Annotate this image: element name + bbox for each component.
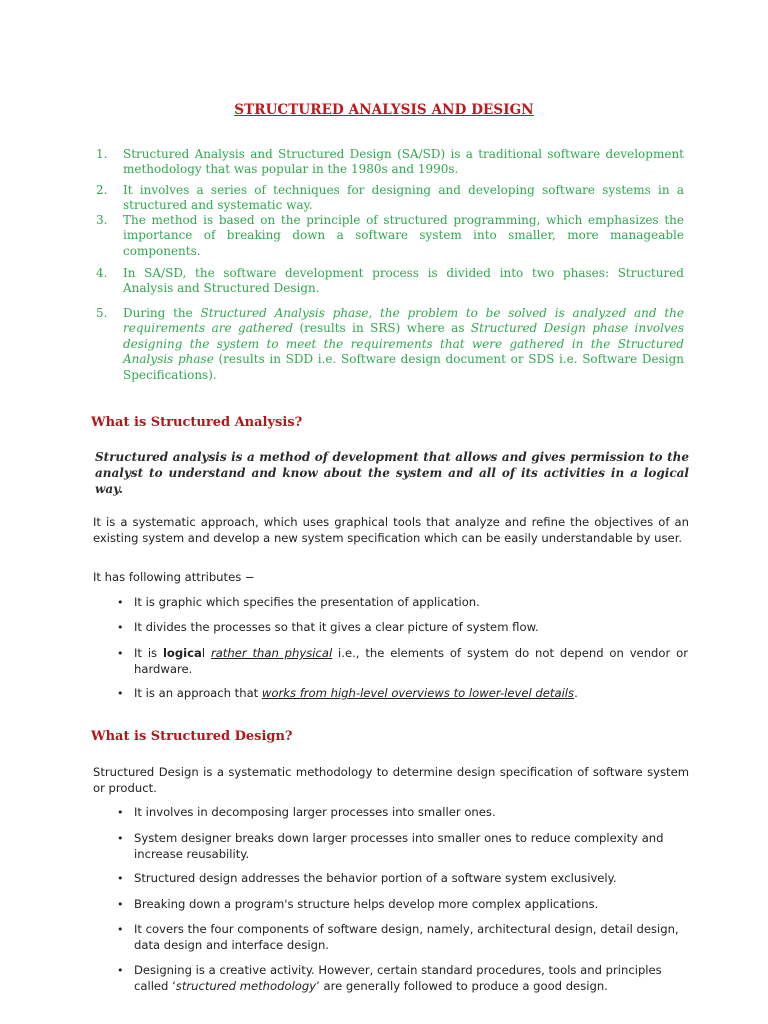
text-run: It is <box>134 646 163 660</box>
bullet-icon: • <box>117 687 124 700</box>
bullet-icon: • <box>117 898 124 911</box>
document-title: STRUCTURED ANALYSIS AND DESIGN <box>234 102 534 118</box>
bullet-icon: • <box>117 964 124 977</box>
bullet-icon: • <box>117 621 124 634</box>
italic-run: Structured Analysis phase, the problem to be solved is analyzed and the requirements are gathered <box>123 306 684 336</box>
underlined-run: rather than physical <box>210 646 333 660</box>
bullet-text: It involves in decomposing larger processes into smaller ones. <box>134 805 496 819</box>
list-number: 1. <box>96 147 108 161</box>
list-text: The method is based on the principle of structured programming, which emphasizes the importance of breaking down a software system into smaller, more manageable components. <box>123 213 684 258</box>
bullet-text: It divides the processes so that it gives a clear picture of system flow. <box>134 620 539 634</box>
text-run: It is an approach that <box>134 686 262 700</box>
bullet-text: It is graphic which specifies the presentation of application. <box>134 595 480 609</box>
text-run: . <box>574 686 578 700</box>
list-number: 3. <box>96 213 108 227</box>
sa-attributes-intro: It has following attributes − <box>93 570 255 584</box>
bullet-text: It covers the four components of software design, namely, architectural design, detail design, data design and interface design. <box>134 922 679 952</box>
bullet-icon: • <box>117 647 124 660</box>
bullet-icon: • <box>117 806 124 819</box>
italic-run: structured methodology <box>175 978 317 993</box>
bullet-text <box>134 646 688 677</box>
heading-structured-design: What is Structured Design? <box>91 729 293 744</box>
text-run: (results in SRS) where as <box>293 321 471 336</box>
bullet-icon: • <box>117 832 124 845</box>
list-number: 5. <box>96 306 108 320</box>
bullet-icon: • <box>117 923 124 936</box>
text-run: ’ are generally followed to produce a good design. <box>316 978 608 993</box>
underlined-run: works from high-level overviews to lower-level details <box>261 686 575 700</box>
list-text: In SA/SD, the software development process is divided into two phases: Structured Analysis and Structured Design. <box>123 266 684 296</box>
italic-run: Structured Design phase involves designing the system to meet the requirements that were gathered in the Structured Analysis phase <box>123 321 684 367</box>
bullet-icon: • <box>117 596 124 609</box>
list-number: 2. <box>96 183 108 197</box>
bullet-text <box>134 963 688 994</box>
list-text: It involves a series of techniques for designing and developing software systems in a structured and systematic way. <box>123 183 684 213</box>
list-text: Structured Analysis and Structured Design (SA/SD) is a traditional software development methodology that was popular in the 1980s and 1990s. <box>123 147 684 177</box>
text-run: l <box>201 646 211 660</box>
sa-paragraph: It is a systematic approach, which uses graphical tools that analyze and refine the objectives of an existing system and develop a new system specification which can be easily understandable by user. <box>93 515 689 545</box>
list-number: 4. <box>96 266 108 280</box>
text-run: (results in SDD i.e. Software design document or SDS i.e. Software Design Specifications). <box>123 352 684 382</box>
bullet-icon: • <box>117 872 124 885</box>
bold-run: logica <box>162 646 202 660</box>
heading-structured-analysis: What is Structured Analysis? <box>91 415 303 430</box>
text-run: Designing is a creative activity. However, certain standard procedures, tools and principles called ‘ <box>134 963 662 993</box>
bullet-text: System designer breaks down larger processes into smaller ones to reduce complexity and increase reusability. <box>134 831 664 861</box>
text-run: During the <box>123 306 201 320</box>
bullet-text: Structured design addresses the behavior portion of a software system exclusively. <box>134 871 617 885</box>
bullet-text: Breaking down a program's structure helps develop more complex applications. <box>134 897 599 911</box>
list-text <box>123 306 684 383</box>
text-run: i.e., the elements of system do not depend on vendor or hardware. <box>134 646 688 676</box>
sa-definition: Structured analysis is a method of development that allows and gives permission to the analyst to understand and know about the system and all of its activities in a logical way. <box>95 450 689 496</box>
bullet-text <box>134 686 688 702</box>
sd-paragraph: Structured Design is a systematic methodology to determine design specification of software system or product. <box>93 765 689 795</box>
